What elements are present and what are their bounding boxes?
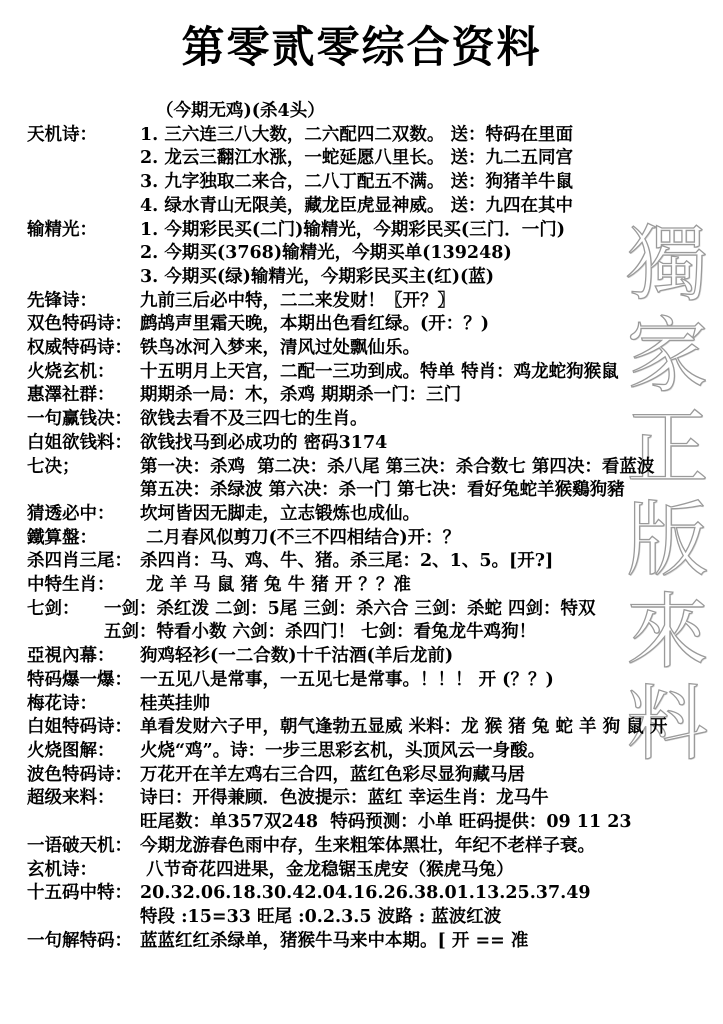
text-line xyxy=(27,930,723,954)
line-label: 七剑： xyxy=(27,598,80,619)
text-line xyxy=(27,147,723,171)
line-content: 万花开在羊左鸡右三合四，蓝红色彩尽显狗藏马居 xyxy=(140,764,525,785)
line-content: 一五见八是常事，一五见七是常事。！！！ 开 (？？) xyxy=(140,669,554,690)
line-content: 3. 九字独取二来合，二八丁配五不满。 送：狗猪羊牛鼠 xyxy=(140,172,573,193)
line-label: 权威特码诗： xyxy=(27,338,132,359)
line-content: 十五明月上天宫，二配一三功到成。特单 特肖：鸡龙蛇狗猴鼠 xyxy=(140,361,619,382)
line-label: 先锋诗： xyxy=(27,290,97,311)
line-label: 波色特码诗： xyxy=(27,764,132,785)
line-label: 双色特码诗： xyxy=(27,314,132,335)
line-content: 第五决：杀绿波 第六决：杀一门 第七决：看好兔蛇羊猴鷄狗豬 xyxy=(140,480,625,501)
text-line xyxy=(27,764,723,788)
line-content: 五剑：特看小数 六剑：杀四门！ 七剑：看兔龙牛鸡狗！ xyxy=(104,622,537,643)
line-label: 一语破天机： xyxy=(27,835,132,856)
line-label xyxy=(27,811,140,835)
text-line xyxy=(27,456,723,480)
line-label: 七决； xyxy=(27,456,80,477)
line-label: 杀四肖三尾： xyxy=(27,551,132,572)
line-content: 特段 :15=33 旺尾 :0.2.3.5 波路 : 蓝波红波 xyxy=(140,906,502,927)
line-content: 1. 今期彩民买(二门)输精光，今期彩民买(三门．一门) xyxy=(140,219,565,240)
line-label xyxy=(27,242,140,266)
text-line xyxy=(27,645,723,669)
line-content: 坎坷皆因无脚走，立志锻炼也成仙。 xyxy=(140,503,420,524)
line-content: 期期杀一局：木，杀鸡 期期杀一门：三门 xyxy=(140,385,462,406)
text-line xyxy=(27,835,723,859)
line-label xyxy=(27,621,104,645)
text-line xyxy=(27,432,723,456)
line-label: 玄机诗： xyxy=(27,859,97,880)
line-label: 特码爆一爆： xyxy=(27,669,132,690)
text-line xyxy=(27,669,723,693)
text-line xyxy=(27,550,723,574)
text-line xyxy=(27,337,723,361)
line-content: 狗鸡轻衫(一二合数)十千沽酒(羊后龙前) xyxy=(140,646,454,667)
line-content: 八节奇花四进果，金龙稳锯玉虎安（猴虎马兔） xyxy=(140,859,514,880)
lines xyxy=(27,100,723,953)
line-content: 旺尾数：单357双248 特码预测：小单 旺码提供：09 11 23 xyxy=(140,812,632,833)
text-line xyxy=(27,313,723,337)
line-label: 白姐特码诗： xyxy=(27,717,132,738)
line-label: 十五码中特： xyxy=(27,883,132,904)
line-label: 白姐欲钱料： xyxy=(27,432,132,453)
line-label xyxy=(43,100,156,124)
line-label xyxy=(27,266,140,290)
line-content: 桂英挂帅 xyxy=(140,693,210,714)
line-label xyxy=(27,171,140,195)
line-content: 4. 绿水青山无限美，藏龙臣虎显神威。 送：九四在其中 xyxy=(140,195,573,216)
text-line xyxy=(27,195,723,219)
line-label: 输精光： xyxy=(27,219,97,240)
line-label xyxy=(27,147,140,171)
line-content: 1. 三六连三八大数，二六配四二双数。 送：特码在里面 xyxy=(140,124,573,145)
line-label: 一句赢钱决： xyxy=(27,409,132,430)
text-line xyxy=(27,693,723,717)
line-content: 欲钱找马到必成功的 密码3174 xyxy=(140,432,388,453)
line-content: 诗曰：开得兼顾．色波提示：蓝红 幸运生肖：龙马牛 xyxy=(140,788,549,809)
line-label: 火烧图解： xyxy=(27,740,115,761)
line-content: 龙 羊 马 鼠 猪 兔 牛 猪 开 ？？准 xyxy=(140,575,411,596)
line-content: 火烧“鸡”。诗：一步三思彩玄机，头顶风云一身酸。 xyxy=(140,740,546,761)
text-line xyxy=(27,479,723,503)
text-line xyxy=(27,740,723,764)
text-line xyxy=(27,598,723,622)
text-line xyxy=(27,124,723,148)
text-line xyxy=(27,290,723,314)
text-line xyxy=(27,408,723,432)
line-label xyxy=(27,195,140,219)
text-line xyxy=(27,716,723,740)
text-line xyxy=(27,811,723,835)
line-label: 亞視內幕： xyxy=(27,646,115,667)
text-line xyxy=(27,621,723,645)
line-label xyxy=(27,479,140,503)
line-content: 欲钱去看不及三四七的生肖。 xyxy=(140,409,368,430)
text-line xyxy=(27,171,723,195)
text-line xyxy=(27,384,723,408)
text-line xyxy=(43,100,723,124)
line-content: （今期无鸡)(杀4头） xyxy=(156,101,325,121)
page-title: 第零贰零综合资料 xyxy=(181,23,542,73)
text-line xyxy=(27,503,723,527)
line-content: 2. 今期买(3768)输精光，今期买单(139248) xyxy=(140,243,512,264)
line-label: 超级来料： xyxy=(27,788,115,809)
line-label: 中特生肖： xyxy=(27,575,115,596)
line-content: 第一决：杀鸡 第二决：杀八尾 第三决：杀合数七 第四决：看蓝波 xyxy=(140,456,655,477)
text-line xyxy=(27,859,723,883)
line-content: 20.32.06.18.30.42.04.16.26.38.01.13.25.37.49 xyxy=(140,883,591,904)
line-content: 今期龙游春色雨中存，生来粗笨体黑壮，年纪不老样子衰。 xyxy=(140,835,595,856)
line-label: 梅花诗： xyxy=(27,693,97,714)
line-content: 铁鸟冰河入梦来，清风过处飘仙乐。 xyxy=(140,338,420,359)
line-content: 九前三后必中特，二二来发财！〖开？〗 xyxy=(140,290,455,311)
text-line xyxy=(27,574,723,598)
text-line xyxy=(27,527,723,551)
line-content: 鹧鸪声里霜天晚，本期出色看红绿。(开：？) xyxy=(140,314,490,335)
line-label: 天机诗： xyxy=(27,124,97,145)
text-line xyxy=(27,266,723,290)
text-line xyxy=(27,361,723,385)
line-label: 惠澤社群： xyxy=(27,385,115,406)
line-content: 蓝蓝红红杀绿单，猪猴牛马来中本期。[ 开 == 准 xyxy=(140,930,529,951)
line-content: 杀四肖：马、鸡、牛、猪。杀三尾：2、1、5。[开?] xyxy=(140,551,554,572)
line-label: 猜透必中： xyxy=(27,503,115,524)
line-content: 一剑：杀红泼 二剑：5尾 三剑：杀六合 三剑：杀蛇 四剑：特双 xyxy=(104,598,596,619)
text-line xyxy=(27,242,723,266)
line-content: 单看发财六子甲，朝气逢勃五显威 米料：龙 猴 猪 兔 蛇 羊 狗 鼠 开 xyxy=(140,717,668,738)
line-label: 鐵算盤： xyxy=(27,527,97,548)
line-content: 2. 龙云三翻江水涨，一蛇延愿八里长。 送：九二五同宫 xyxy=(140,148,573,169)
line-label: 一句解特码： xyxy=(27,930,132,951)
text-line xyxy=(27,882,723,906)
line-label xyxy=(27,906,140,930)
text-line xyxy=(27,787,723,811)
text-line xyxy=(27,906,723,930)
text-line xyxy=(27,219,723,243)
line-content: 二月春风似剪刀(不三不四相结合)开：？ xyxy=(140,527,461,548)
line-label: 火烧玄机： xyxy=(27,361,115,382)
line-content: 3. 今期买(绿)输精光，今期彩民买主(红)(蓝) xyxy=(140,266,495,287)
watermark: 獨家正版來料 xyxy=(613,220,708,772)
